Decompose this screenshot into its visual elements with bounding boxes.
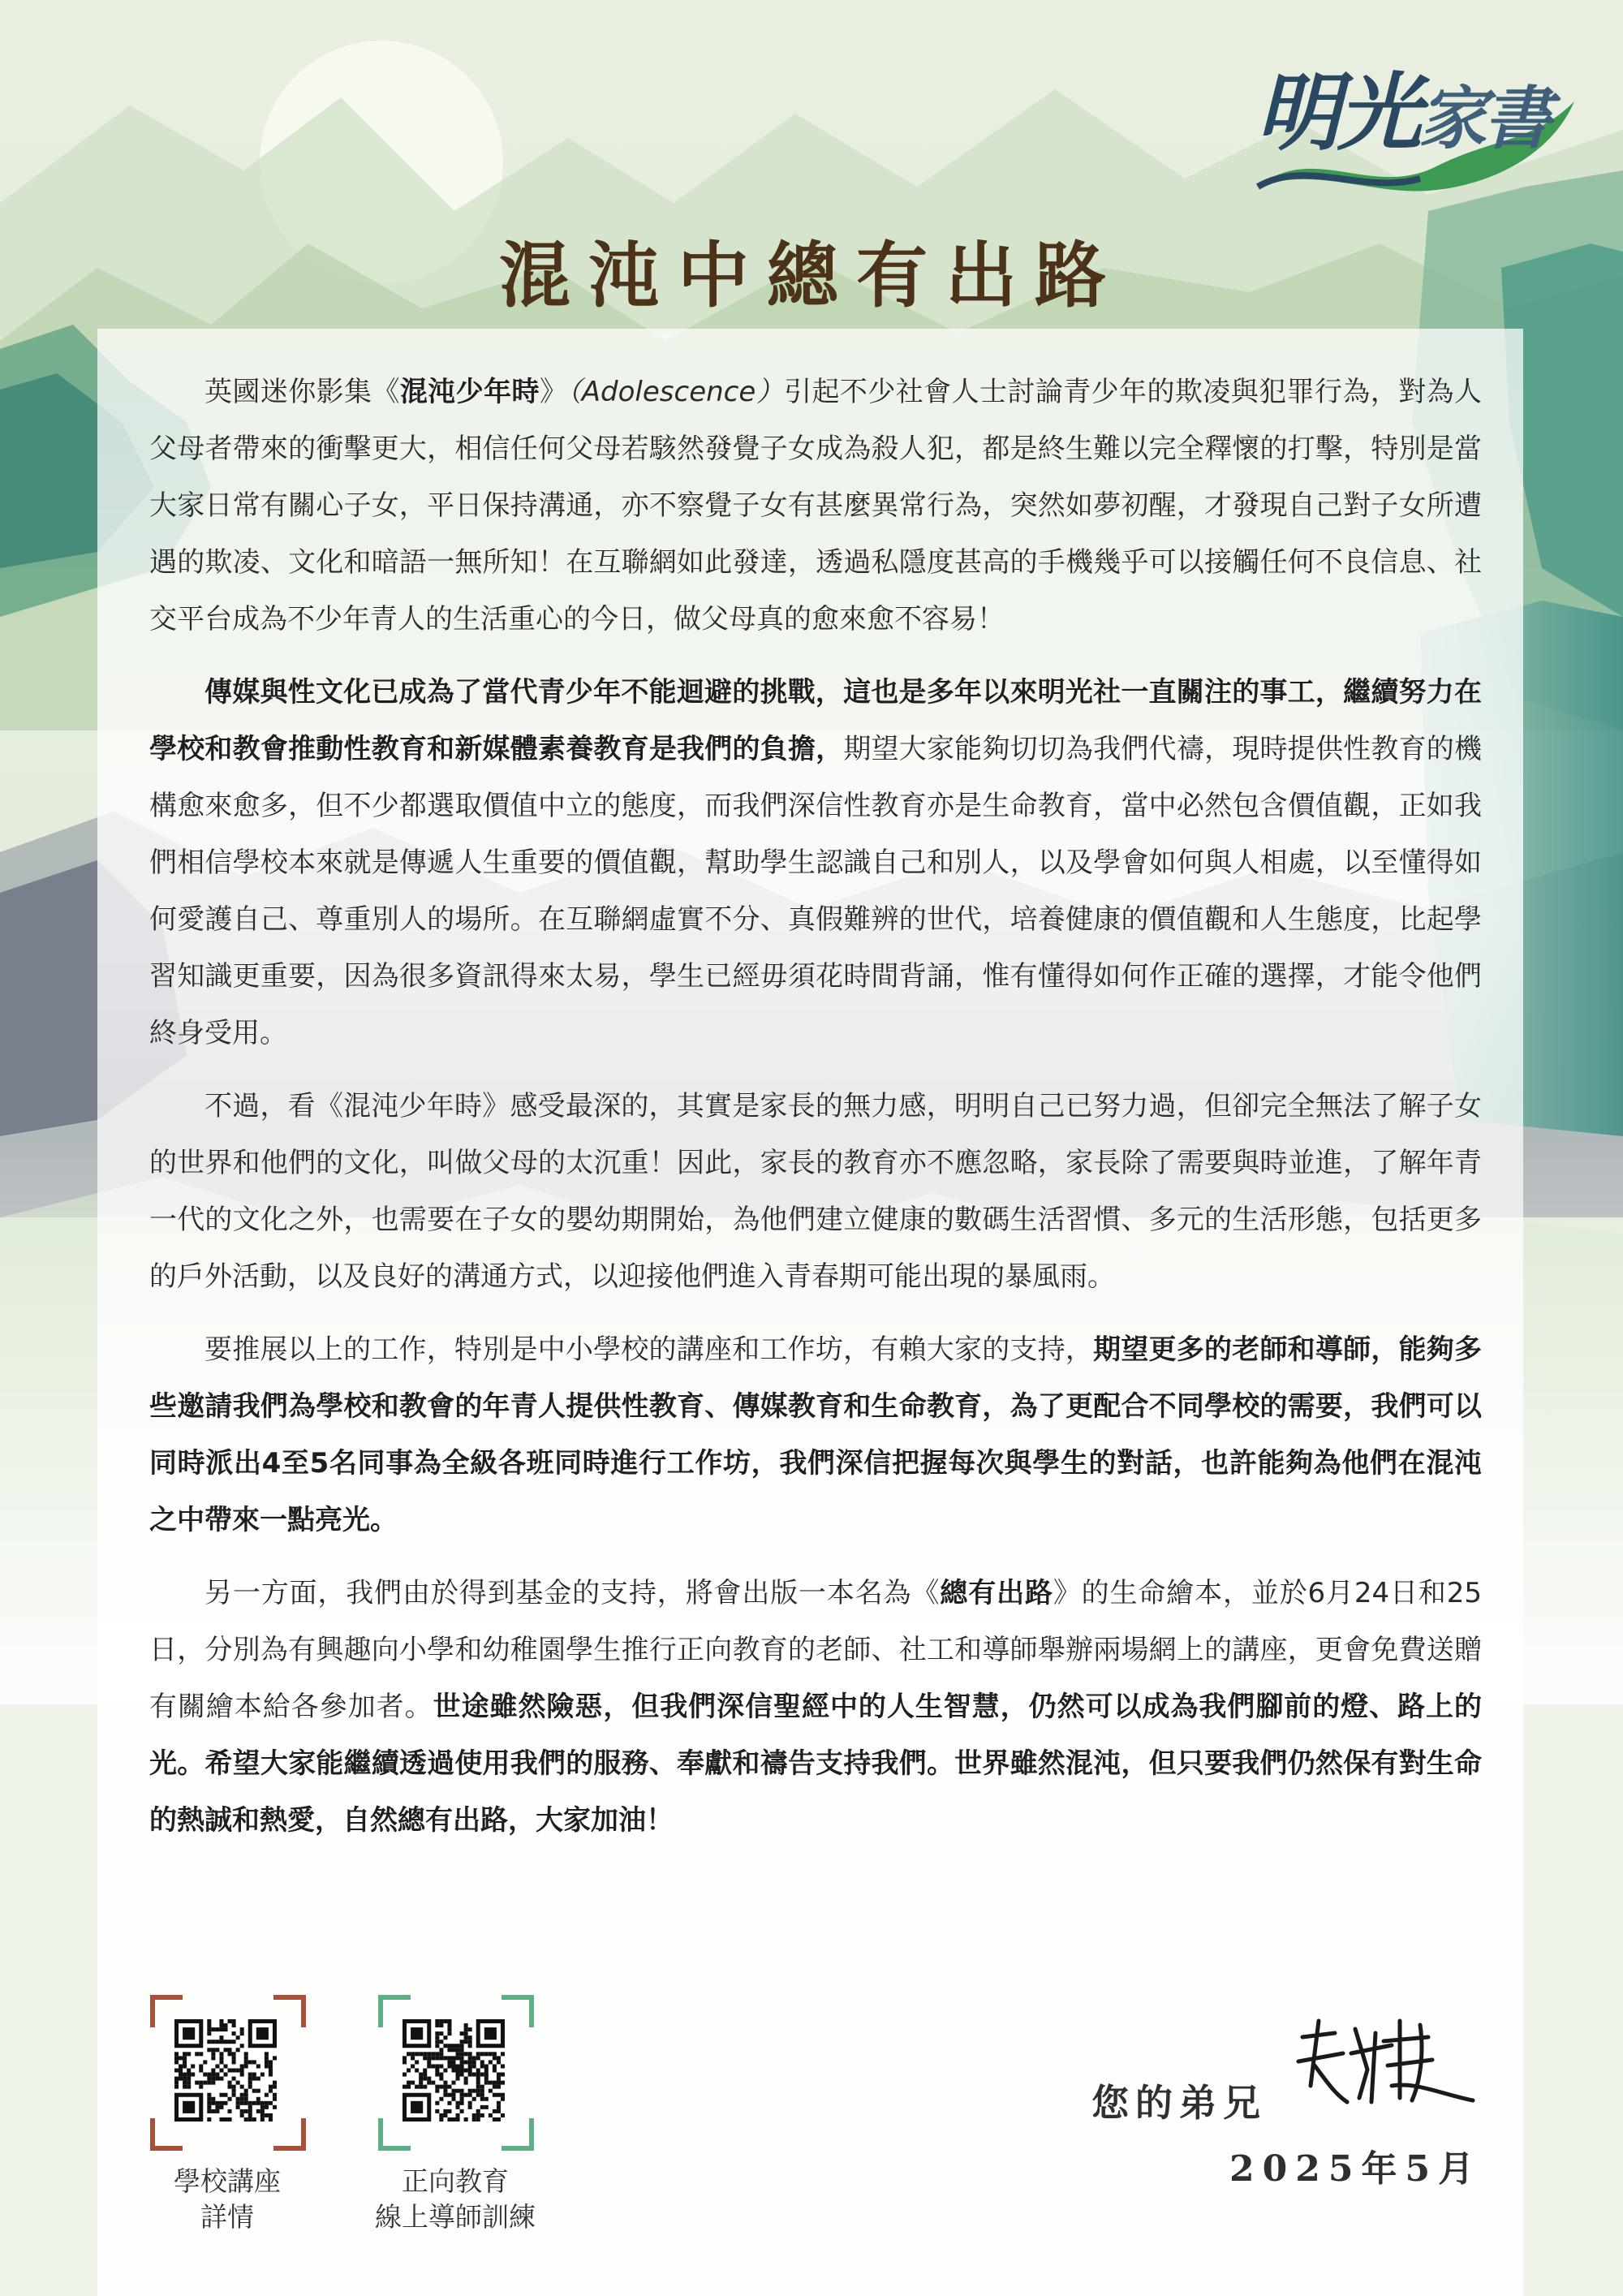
- letter-body: [149, 364, 1482, 1865]
- paragraph-text: 期望大家能夠切切為我們代禱，現時提供性教育的機構愈來愈多，但不少都選取價值中立的態度，而我們深信性教育亦是生命教育，當中必然包含價值觀，正如我們相信學校本來就是傳遞人生重要的價值觀，幫助學生認識自己和別人，以及學會如何與人相處，以至懂得如何愛護自己、尊重別人的場所。在互聯網虛實不分、真假難辨的世代，培養健康的價值觀和人生態度，比起學習知識更重要，因為很多資訊得來太易，學生已經毋須花時間背誦，惟有懂得如何作正確的選擇，才能令他們終身受用。: [149, 733, 1483, 1049]
- paragraph-text: 引起不少社會人士討論青少年的欺凌與犯罪行為，對為人父母者帶來的衝擊更大，相信任何父母若駭然發覺子女成為殺人犯，都是終生難以完全釋懷的打擊，特別是當大家日常有關心子女，平日保持溝通，亦不察覺子女有甚麼異常行為，突然如夢初醒，才發現自己對子女所遭遇的欺凌、文化和暗語一無所知！在互聯網如此發達，透過私隱度甚高的手機幾乎可以接觸任何不良信息、社交平台成為不少年青人的生活重心的今日，做父母真的愈來愈不容易！: [149, 376, 1483, 635]
- paragraph-text: 不過，看《混沌少年時》感受最深的，其實是家長的無力感，明明自己已努力過，但卻完全無法了解子女的世界和他們的文化，叫做父母的太沉重！因此，家長的教育亦不應忽略，家長除了需要與時並進，了解年青一代的文化之外，也需要在子女的嬰幼期開始，為他們建立健康的數碼生活習慣、多元的生活形態，包括更多的戶外活動，以及良好的溝通方式，以迎接他們進入青春期可能出現的暴風雨。: [149, 1090, 1482, 1293]
- letter-paragraph: [149, 1565, 1482, 1849]
- qr-label-mentor-training: 正向教育 線上導師訓練: [375, 2165, 536, 2233]
- emphasized-text: 總有出路: [940, 1577, 1053, 1609]
- emphasized-text: 混沌少年時: [399, 376, 540, 408]
- paragraph-text: 另一方面，我們由於得到基金的支持，將會出版一本名為《: [204, 1577, 941, 1609]
- letter-paragraph: [149, 664, 1482, 1062]
- qr-code-school-talks[interactable]: [150, 1995, 304, 2235]
- qr-label-school-talks: 學校講座 詳情: [174, 2165, 281, 2233]
- qr-corner-bracket: [502, 1995, 534, 2027]
- letter-date: 2025年5月: [1229, 2148, 1483, 2190]
- emphasized-text: 傳媒與性文化已成為了當代青少年不能迴避的挑戰，這也是多年以來明光社一直關注的事工，繼續努力在學校和教會推動性教育和新媒體素養教育是我們的負擔，: [149, 676, 1482, 765]
- paragraph-text: 》: [539, 376, 568, 408]
- paragraph-text: （Adolescence）: [567, 376, 785, 408]
- qr-frame: [150, 1995, 301, 2146]
- emphasized-text: 世途雖然險惡，但我們深信聖經中的人生智慧，仍然可以成為我們腳前的燈、路上的光。希望大家能繼續透過使用我們的服務、奉獻和禱告支持我們。世界雖然混沌，但只要我們仍然保有對生命的熱誠和熱愛，自然總有出路，大家加油！: [149, 1691, 1483, 1837]
- qr-code-icon: [174, 2019, 277, 2122]
- qr-code-icon: [403, 2019, 505, 2122]
- letter-paragraph: [149, 1078, 1482, 1305]
- qr-frame: [378, 1995, 529, 2146]
- qr-corner-bracket: [273, 1995, 306, 2027]
- handwritten-signature: [1278, 2005, 1481, 2118]
- letter-paragraph: [149, 1321, 1482, 1549]
- paragraph-text: 》的生命繪本，並於6月24日和25日，分別為有興趣向小學和幼稚園學生推行正向教育的老師、社工和導師舉辦兩場網上的講座，更會免費送贈有關繪本給各參加者。: [149, 1577, 1483, 1723]
- qr-corner-bracket: [502, 2118, 534, 2151]
- brand-logo: 明光家書: [1250, 45, 1582, 207]
- qr-corner-bracket: [150, 2118, 183, 2151]
- letter-paragraph: [149, 364, 1482, 648]
- page-title: 混沌中總有出路: [498, 233, 1124, 317]
- paragraph-text: 英國迷你影集《: [204, 376, 400, 408]
- qr-corner-bracket: [273, 2118, 306, 2151]
- paragraph-text: 要推展以上的工作，特別是中小學校的講座和工作坊，有賴大家的支持，: [204, 1333, 1094, 1366]
- qr-code-mentor-training[interactable]: [375, 1995, 536, 2235]
- qr-corner-bracket: [378, 2118, 411, 2151]
- closing-salutation: 您的弟兄: [1091, 2081, 1267, 2125]
- emphasized-text: 期望更多的老師和導師，能夠多些邀請我們為學校和教會的年青人提供性教育、傳媒教育和生命教育，為了更配合不同學校的需要，我們可以同時派出4至5名同事為全級各班同時進行工作坊，我們深信把握每次與學生的對話，也許能夠為他們在混沌之中帶來一點亮光。: [149, 1333, 1482, 1536]
